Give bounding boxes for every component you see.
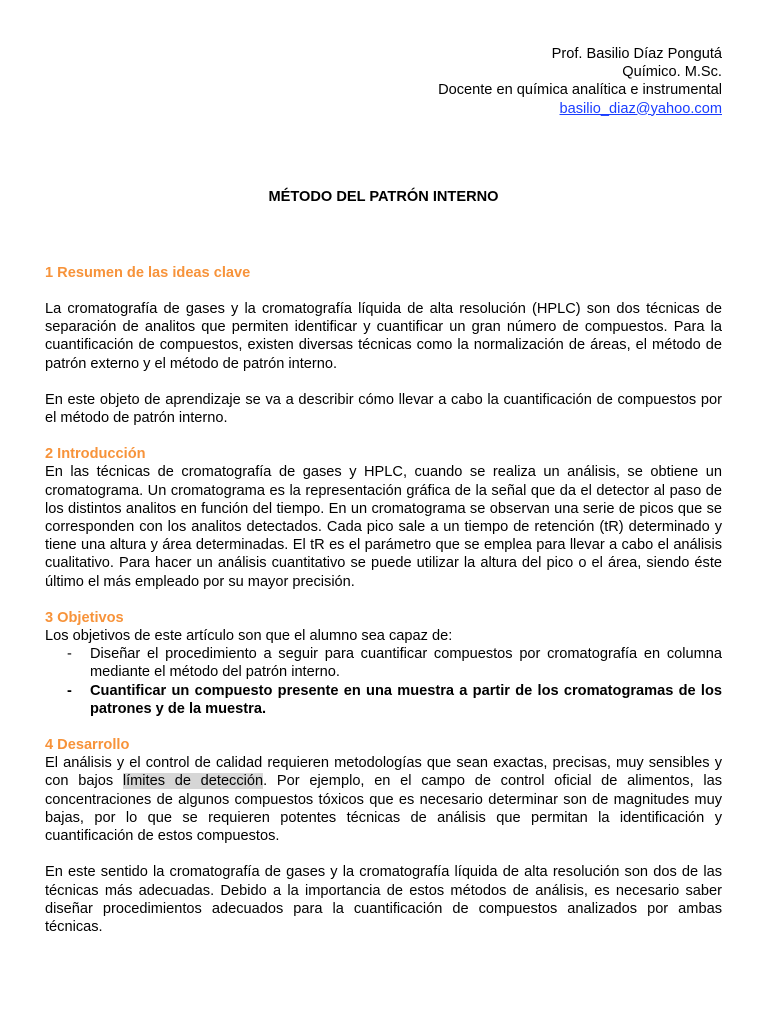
author-degree: Químico. M.Sc.	[622, 64, 722, 81]
document-page	[45, 45, 722, 936]
dash-bullet: -	[67, 646, 72, 663]
list-item	[45, 682, 722, 718]
list-item	[45, 645, 722, 681]
list-item-text: Cuantificar un compuesto presente en una muestra a partir de los cromatogramas de los patrones y de la muestra.	[90, 682, 722, 717]
desarrollo-text-end: . Por ejemplo, en el campo de control oficial de alimentos, las concentraciones de algunos compuestos tóxicos que es necesario determinar son de magnitudes muy bajas, por lo que se requieren potentes técnicas de análisis que permitan la identificación y cuantificación de estos compuestos.	[45, 773, 723, 845]
section-heading-objetivos: 3 Objetivos	[45, 609, 124, 626]
list-item-text: Diseñar el procedimiento a seguir para cuantificar compuestos por cromatografía en columna mediante el método del patrón interno.	[90, 646, 722, 681]
document-title: MÉTODO DEL PATRÓN INTERNO	[268, 188, 499, 205]
desarrollo-paragraph-2: En este sentido la cromatografía de gases y la cromatografía líquida de alta resolución son dos de las técnicas más adecuadas. Debido a la importancia de estos métodos de análisis, es necesario saber diseñar procedimientos adecuados para la cuantificación de compuestos analizados por ambas técnicas.	[45, 864, 722, 935]
author-email-link[interactable]: basilio_diaz@yahoo.com	[559, 100, 722, 117]
resumen-paragraph-2: En este objeto de aprendizaje se va a describir cómo llevar a cabo la cuantificación de compuestos por el método de patrón interno.	[45, 391, 722, 427]
resumen-paragraph-1: La cromatografía de gases y la cromatografía líquida de alta resolución (HPLC) son dos técnicas de separación de analitos que permiten identificar y cuantificar un gran número de compuestos. Para la cuantificación de compuestos, existen diversas técnicas como la normalización de áreas, el método de patrón externo y el método de patrón interno.	[45, 301, 722, 372]
section-heading-resumen: 1 Resumen de las ideas clave	[45, 264, 251, 281]
section-heading-desarrollo: 4 Desarrollo	[45, 737, 130, 754]
objetivos-intro: Los objetivos de este artículo son que el alumno sea capaz de:	[45, 628, 453, 645]
objetivos-list	[45, 645, 722, 718]
desarrollo-paragraph-1	[45, 754, 722, 845]
dash-bullet: -	[67, 682, 72, 699]
author-name: Prof. Basilio Díaz Pongutá	[551, 46, 722, 62]
author-block	[45, 45, 722, 118]
desarrollo-text-start: El análisis y el control de calidad requieren metodologías que sean exactas, precisas, muy sensibles y con bajos	[45, 755, 722, 790]
introduccion-paragraph: En las técnicas de cromatografía de gases y HPLC, cuando se realiza un análisis, se obtiene un cromatograma. Un cromatograma es la representación gráfica de la señal que da el detector al paso de los distintos analitos en función del tiempo. En un cromatograma se observan una serie de picos que se corresponden con los analitos detectados. Cada pico sale a un tiempo de retención (tR) determinado y tiene una altura y área determinadas. El tR es el parámetro que se emplea para llevar a cabo el análisis cualitativo. Para hacer un análisis cuantitativo se puede utilizar la altura del pico o el área, siendo éste último el más empleado por su mayor precisión.	[45, 464, 722, 590]
section-heading-introduccion: 2 Introducción	[45, 446, 146, 463]
author-role: Docente en química analítica e instrumental	[438, 82, 722, 99]
highlighted-term: límites de detección	[122, 773, 264, 790]
